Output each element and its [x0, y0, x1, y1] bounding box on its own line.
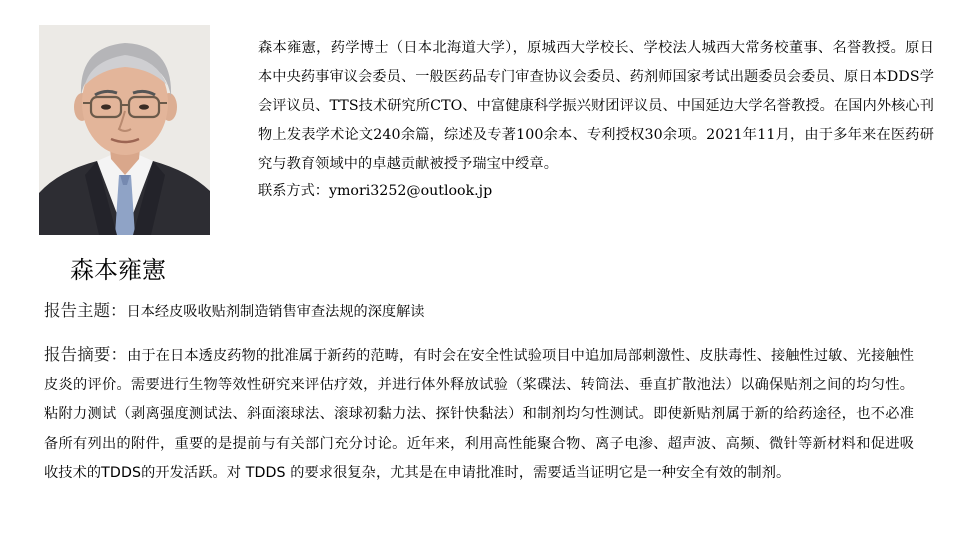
abstract-text: 由于在日本透皮药物的批准属于新药的范畴，有时会在安全性试验项目中追加局部刺激性、皮肤毒性、接触性过敏、光接触性皮炎的评价。需要进行生物等效性研究来评估疗效，并进行体外释放试验（桨碟法、转筒法、垂直扩散池法）以确保贴剂之间的均匀性。粘附力测试（剥离强度测试法、斜面滚球法、滚球初黏力法、探针快黏法）和制剂均匀性测试。即使新贴剂属于新的给药途径，也不必准备所有列出的附件，重要的是提前与有关部门充分讨论。近年来，利用高性能聚合物、离子电渗、超声波、高频、微针等新材料和促进吸收技术的TDDS的开发活跃。对 TDDS 的要求很复杂，尤其是在申请批准时，需要适当证明它是一种安全有效的制剂。	[44, 348, 914, 481]
report-abstract	[44, 340, 914, 488]
speaker-portrait-icon	[39, 25, 210, 235]
abstract-label: 报告摘要：	[44, 345, 128, 364]
speaker-bio: 森本雍憲，药学博士（日本北海道大学），原城西大学校长、学校法人城西大常务校董事、名誉教授。原日本中央药事审议会委员、一般医药品专门审查协议会委员、药剂师国家考试出题委员会委员、原日本DDS学会评议员、TTS技术研究所CTO、中富健康科学振兴财团评议员、中国延边大学名誉教授。在国内外核心刊物上发表学术论文240余篇，综述及专著100余本、专利授权30余项。2021年11月，由于多年来在医药研究与教育领域中的卓越贡献被授予瑞宝中绶章。	[258, 40, 934, 172]
report-topic	[44, 296, 924, 327]
contact-email[interactable]: ymori3252@outlook.jp	[328, 183, 493, 199]
speaker-contact	[258, 177, 934, 206]
contact-label: 联系方式：	[258, 183, 329, 199]
speaker-photo	[39, 25, 210, 235]
topic-text: 日本经皮吸收贴剂制造销售审查法规的深度解读	[126, 304, 425, 320]
speaker-name: 森本雍憲	[70, 256, 166, 284]
topic-label: 报告主题：	[44, 301, 127, 320]
